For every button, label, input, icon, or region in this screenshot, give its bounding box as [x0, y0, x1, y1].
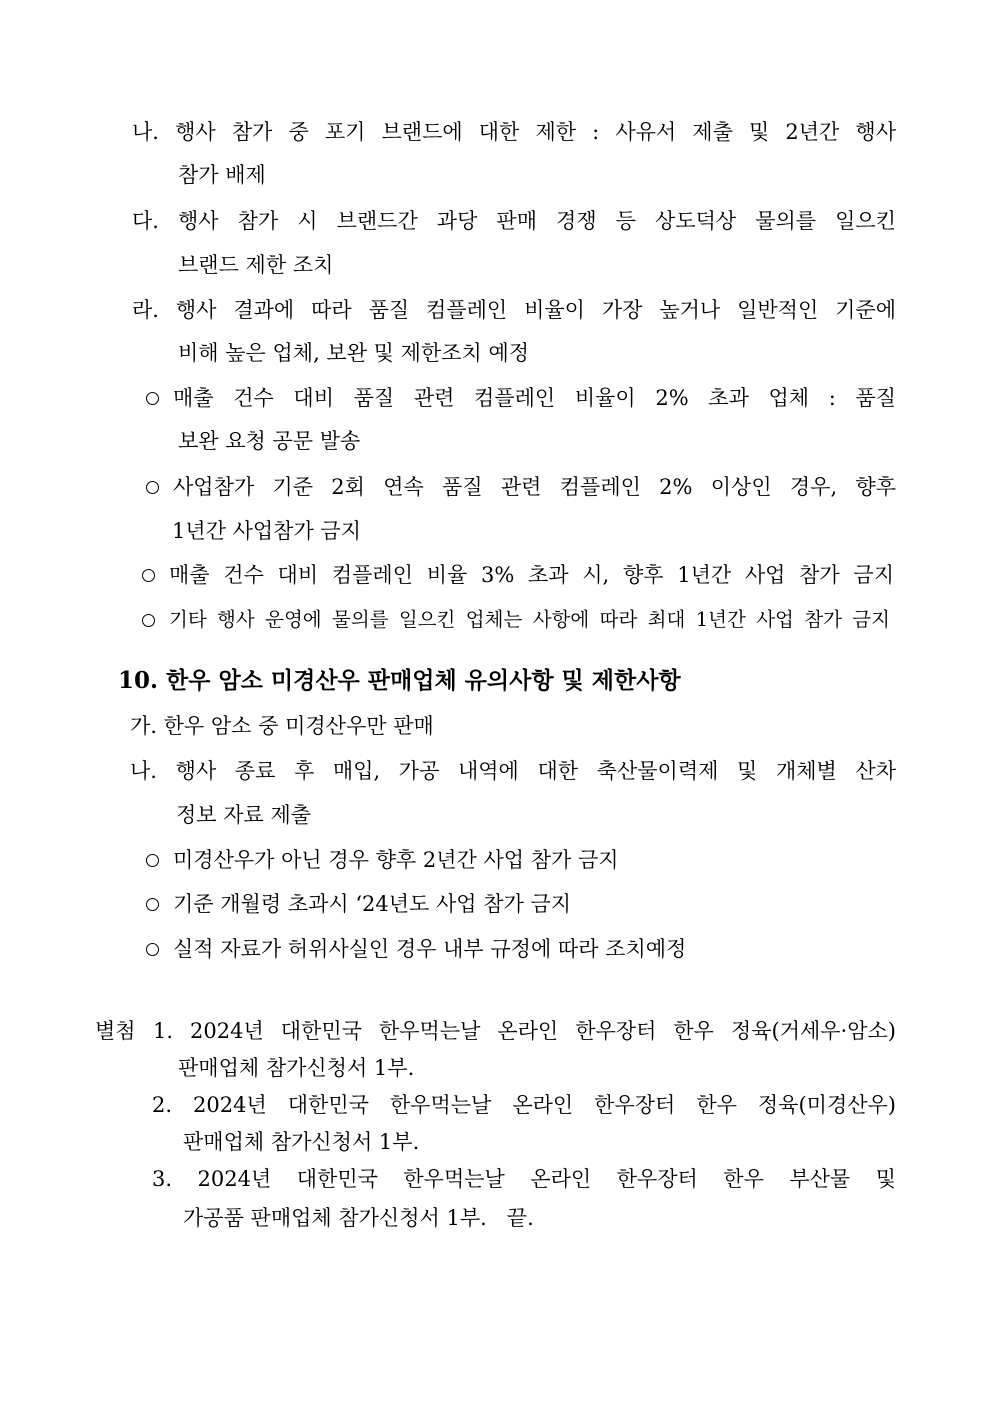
- item-ra-line2: 비해 높은 업체, 보완 및 제한조치 예정: [178, 341, 530, 365]
- attachment-label: 별첨: [95, 1019, 136, 1043]
- item-da-line2: 브랜드 제한 조치: [178, 253, 334, 277]
- bullet-item-1: [146, 383, 896, 413]
- section-10-bullet-1: [146, 845, 619, 875]
- bullet-text: 미경산우가 아닌 경우 향후 2년간 사업 참가 금지: [173, 848, 619, 872]
- circle-bullet-icon: [142, 569, 155, 582]
- section-10-item-ga: 가. 한우 암소 중 미경산우만 판매: [130, 714, 434, 738]
- bullet-text: 실적 자료가 허위사실인 경우 내부 규정에 따라 조치예정: [173, 937, 687, 961]
- attachment-2-line1: 2. 2024년 대한민국 한우먹는날 온라인 한우장터 한우 정육(미경산우): [152, 1093, 896, 1117]
- section-10-item-na-line2: 정보 자료 제출: [176, 803, 312, 827]
- bullet-item-2-line2: 1년간 사업참가 금지: [172, 519, 361, 543]
- bullet-item-4: [142, 605, 890, 635]
- section-10-item-na-line1: 나. 행사 종료 후 매입, 가공 내역에 대한 축산물이력제 및 개체별 산차: [130, 759, 896, 783]
- attachment-1-line2: 판매업체 참가신청서 1부.: [178, 1056, 415, 1080]
- attachment-1-line1: 1. 2024년 대한민국 한우먹는날 온라인 한우장터 한우 정육(거세우·암소): [153, 1019, 896, 1043]
- bullet-text: 매출 건수 대비 컴플레인 비율 3% 초과 시, 향후 1년간 사업 참가 금지: [169, 563, 894, 587]
- bullet-text: 기준 개월령 초과시 ‘24년도 사업 참가 금지: [173, 892, 572, 916]
- circle-bullet-icon: [146, 481, 159, 494]
- bullet-text: 사업참가 기준 2회 연속 품질 관련 컴플레인 2% 이상인 경우, 향후: [173, 475, 896, 499]
- circle-bullet-icon: [146, 943, 159, 956]
- section-10-heading: 10. 한우 암소 미경산우 판매업체 유의사항 및 제한사항: [118, 667, 681, 694]
- bullet-item-2: [146, 472, 896, 502]
- bullet-item-3: [142, 560, 894, 590]
- circle-bullet-icon: [146, 854, 159, 867]
- bullet-text: 매출 건수 대비 품질 관련 컴플레인 비율이 2% 초과 업체 : 품질: [173, 386, 896, 410]
- section-10-bullet-2: [146, 889, 571, 919]
- item-da-line1: 다. 행사 참가 시 브랜드간 과당 판매 경쟁 등 상도덕상 물의를 일으킨: [132, 209, 896, 233]
- item-ra-line1: 라. 행사 결과에 따라 품질 컴플레인 비율이 가장 높거나 일반적인 기준에: [132, 298, 896, 322]
- bullet-item-1-line2: 보완 요청 공문 발송: [178, 429, 361, 453]
- item-na-line2: 참가 배제: [178, 163, 266, 187]
- item-na-line1: 나. 행사 참가 중 포기 브랜드에 대한 제한 : 사유서 제출 및 2년간 행사: [132, 120, 896, 144]
- circle-bullet-icon: [142, 614, 155, 627]
- bullet-text: 기타 행사 운영에 물의를 일으킨 업체는 사항에 따라 최대 1년간 사업 참가 금지: [169, 608, 890, 631]
- circle-bullet-icon: [146, 392, 159, 405]
- circle-bullet-icon: [146, 898, 159, 911]
- attachment-3-line2: 가공품 판매업체 참가신청서 1부. 끝.: [183, 1206, 534, 1230]
- section-10-bullet-3: [146, 934, 686, 964]
- attachment-2-line2: 판매업체 참가신청서 1부.: [183, 1130, 420, 1154]
- attachment-3-line1: 3. 2024년 대한민국 한우먹는날 온라인 한우장터 한우 부산물 및: [152, 1167, 896, 1191]
